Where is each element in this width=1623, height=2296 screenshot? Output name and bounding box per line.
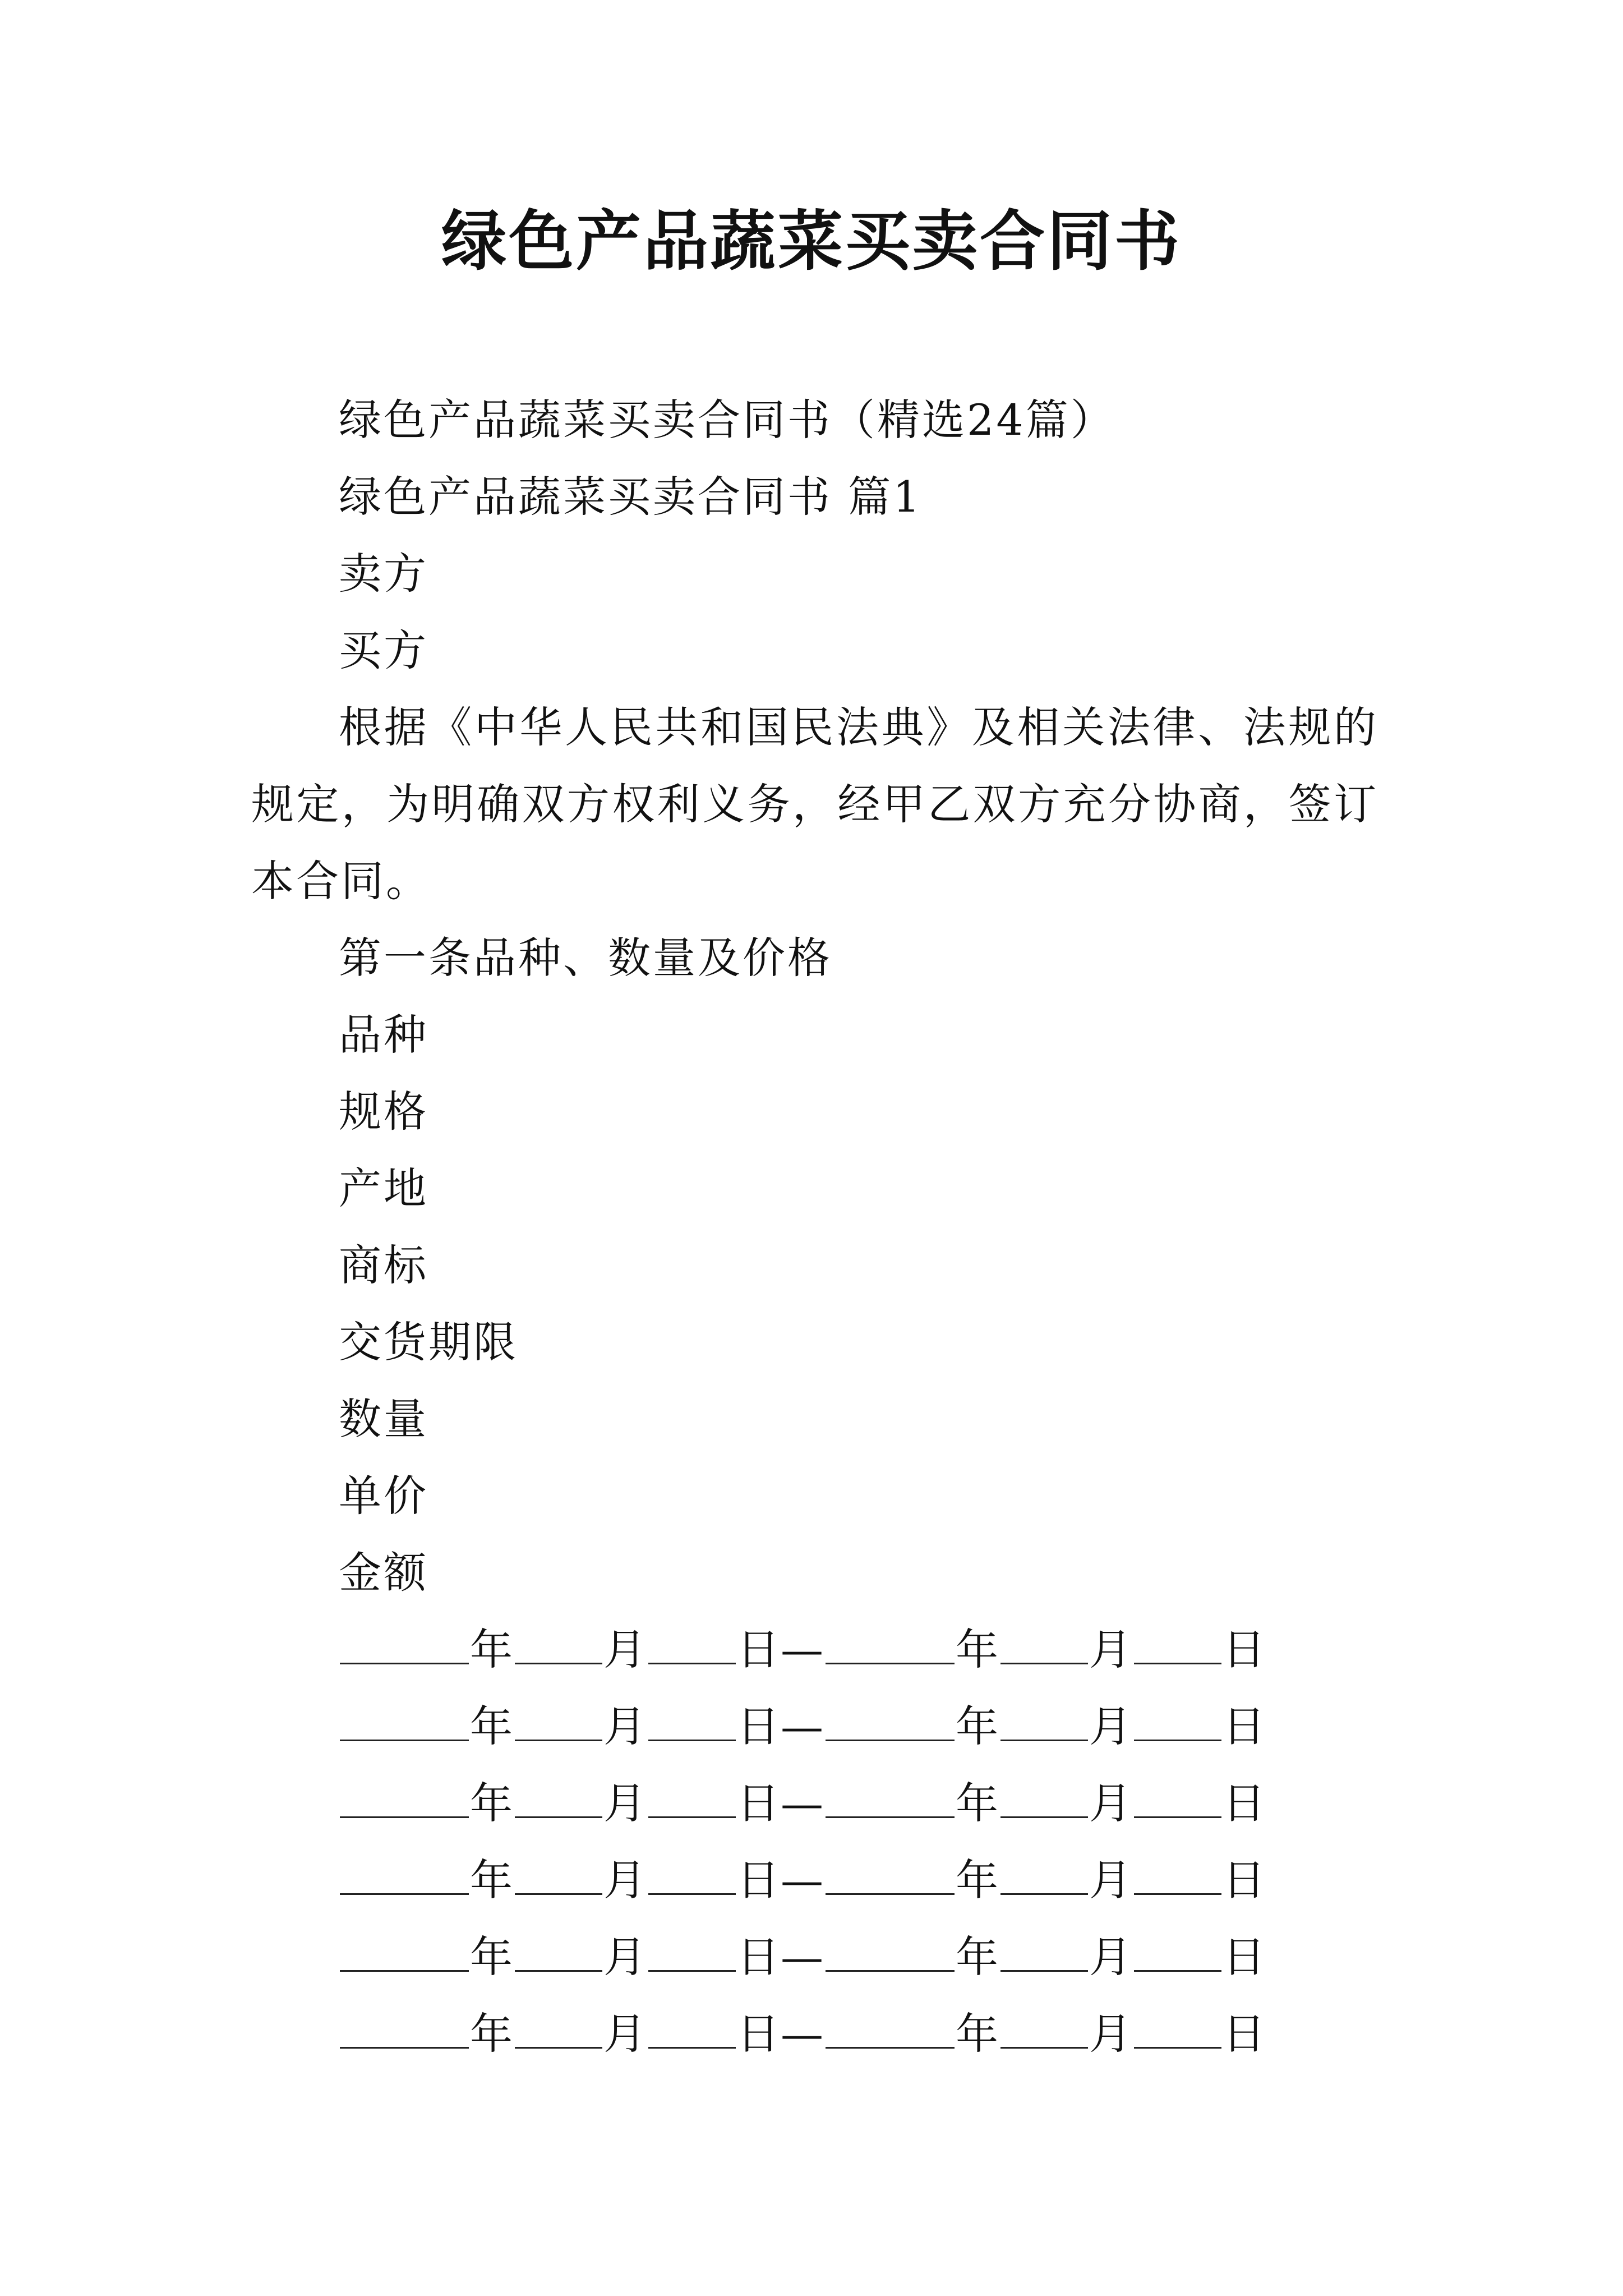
date-label: 日 xyxy=(1223,1701,1266,1751)
date-label: 月 xyxy=(1089,1778,1133,1828)
date-label: 月 xyxy=(1089,1625,1133,1674)
date-label: — xyxy=(781,1701,824,1751)
field-label: 数量 xyxy=(339,1394,428,1444)
date-label: 日 xyxy=(1223,1855,1266,1905)
blank-underline[interactable] xyxy=(515,1782,602,1818)
blank-underline[interactable] xyxy=(826,1628,955,1664)
date-label: 年 xyxy=(470,1701,514,1751)
date-label: 年 xyxy=(956,1932,999,1982)
date-range-row xyxy=(251,1842,1378,1918)
blank-underline[interactable] xyxy=(515,1705,602,1741)
date-label: 年 xyxy=(470,2009,514,2059)
blank-underline[interactable] xyxy=(1000,1858,1088,1895)
blank-underline[interactable] xyxy=(826,1935,955,1972)
date-label: 月 xyxy=(603,1855,647,1905)
field-label: 单价 xyxy=(339,1471,428,1521)
date-label: 年 xyxy=(470,1932,514,1982)
article1-heading: 第一条品种、数量及价格 xyxy=(339,933,832,983)
buyer-label: 买方 xyxy=(339,625,428,675)
date-label: 日 xyxy=(737,1932,781,1982)
date-label: 月 xyxy=(1089,2009,1133,2059)
date-label: 日 xyxy=(1223,1932,1266,1982)
blank-underline[interactable] xyxy=(826,2012,955,2049)
date-label: 月 xyxy=(603,1932,647,1982)
date-range-row xyxy=(251,1995,1378,2072)
blank-underline[interactable] xyxy=(340,1782,469,1818)
date-label: 日 xyxy=(737,2009,781,2059)
blank-underline[interactable] xyxy=(648,1705,736,1741)
blank-underline[interactable] xyxy=(826,1705,955,1741)
blank-underline[interactable] xyxy=(648,1935,736,1972)
field-label: 产地 xyxy=(339,1163,428,1213)
date-label: 日 xyxy=(1223,1778,1266,1828)
blank-underline[interactable] xyxy=(826,1858,955,1895)
blank-underline[interactable] xyxy=(1000,2012,1088,2049)
date-label: 年 xyxy=(956,1855,999,1905)
date-range-row xyxy=(251,1765,1378,1842)
document-body xyxy=(251,381,1378,2072)
date-label: — xyxy=(781,1625,824,1674)
date-label: 日 xyxy=(1223,1625,1266,1674)
date-label: — xyxy=(781,1932,824,1982)
blank-underline[interactable] xyxy=(1000,1935,1088,1972)
blank-underline[interactable] xyxy=(648,1858,736,1895)
intro-paragraph: 根据《中华人民共和国民法典》及相关法律、法规的规定，为明确双方权利义务，经甲乙双方充分协商，签订本合同。 xyxy=(251,702,1378,906)
blank-underline[interactable] xyxy=(1134,1705,1221,1741)
date-label: 日 xyxy=(1223,2009,1266,2059)
blank-underline[interactable] xyxy=(1134,1628,1221,1664)
field-label: 交货期限 xyxy=(339,1317,518,1367)
date-label: — xyxy=(781,1855,824,1905)
date-label: 年 xyxy=(470,1625,514,1674)
field-label: 商标 xyxy=(339,1240,428,1290)
date-label: 月 xyxy=(603,1778,647,1828)
blank-underline[interactable] xyxy=(1134,2012,1221,2049)
blank-underline[interactable] xyxy=(648,2012,736,2049)
blank-underline[interactable] xyxy=(648,1782,736,1818)
blank-underline[interactable] xyxy=(1000,1705,1088,1741)
blank-underline[interactable] xyxy=(1000,1628,1088,1664)
blank-underline[interactable] xyxy=(340,1858,469,1895)
date-range-row xyxy=(251,1611,1378,1688)
date-label: 日 xyxy=(737,1855,781,1905)
date-label: 年 xyxy=(470,1855,514,1905)
date-label: 年 xyxy=(956,1625,999,1674)
blank-underline[interactable] xyxy=(340,1935,469,1972)
seller-label: 卖方 xyxy=(339,549,428,599)
blank-underline[interactable] xyxy=(1000,1782,1088,1818)
blank-underline[interactable] xyxy=(1134,1858,1221,1895)
field-label: 品种 xyxy=(339,1010,428,1060)
date-label: 年 xyxy=(956,2009,999,2059)
blank-underline[interactable] xyxy=(1134,1782,1221,1818)
field-label: 金额 xyxy=(339,1548,428,1598)
document-title: 绿色产品蔬菜买卖合同书 xyxy=(441,203,1182,279)
date-range-row xyxy=(251,1918,1378,1995)
date-label: 月 xyxy=(603,1625,647,1674)
blank-underline[interactable] xyxy=(340,1628,469,1664)
blank-underline[interactable] xyxy=(340,2012,469,2049)
date-label: 月 xyxy=(603,2009,647,2059)
date-label: 日 xyxy=(737,1625,781,1674)
date-label: — xyxy=(781,2009,824,2059)
date-label: 年 xyxy=(956,1701,999,1751)
section-heading: 绿色产品蔬菜买卖合同书 篇1 xyxy=(339,472,923,522)
blank-underline[interactable] xyxy=(515,2012,602,2049)
blank-underline[interactable] xyxy=(648,1628,736,1664)
field-label: 规格 xyxy=(339,1087,428,1137)
blank-underline[interactable] xyxy=(515,1628,602,1664)
date-label: 月 xyxy=(1089,1932,1133,1982)
date-label: 年 xyxy=(470,1778,514,1828)
date-label: 月 xyxy=(1089,1701,1133,1751)
date-label: — xyxy=(781,1778,824,1828)
date-label: 日 xyxy=(737,1778,781,1828)
document-subtitle: 绿色产品蔬菜买卖合同书（精选24篇） xyxy=(339,395,1115,445)
date-rows xyxy=(251,1611,1378,2072)
date-label: 月 xyxy=(603,1701,647,1751)
blank-underline[interactable] xyxy=(826,1782,955,1818)
blank-underline[interactable] xyxy=(1134,1935,1221,1972)
blank-underline[interactable] xyxy=(340,1705,469,1741)
date-label: 月 xyxy=(1089,1855,1133,1905)
date-range-row xyxy=(251,1688,1378,1765)
blank-underline[interactable] xyxy=(515,1935,602,1972)
blank-underline[interactable] xyxy=(515,1858,602,1895)
date-label: 年 xyxy=(956,1778,999,1828)
date-label: 日 xyxy=(737,1701,781,1751)
